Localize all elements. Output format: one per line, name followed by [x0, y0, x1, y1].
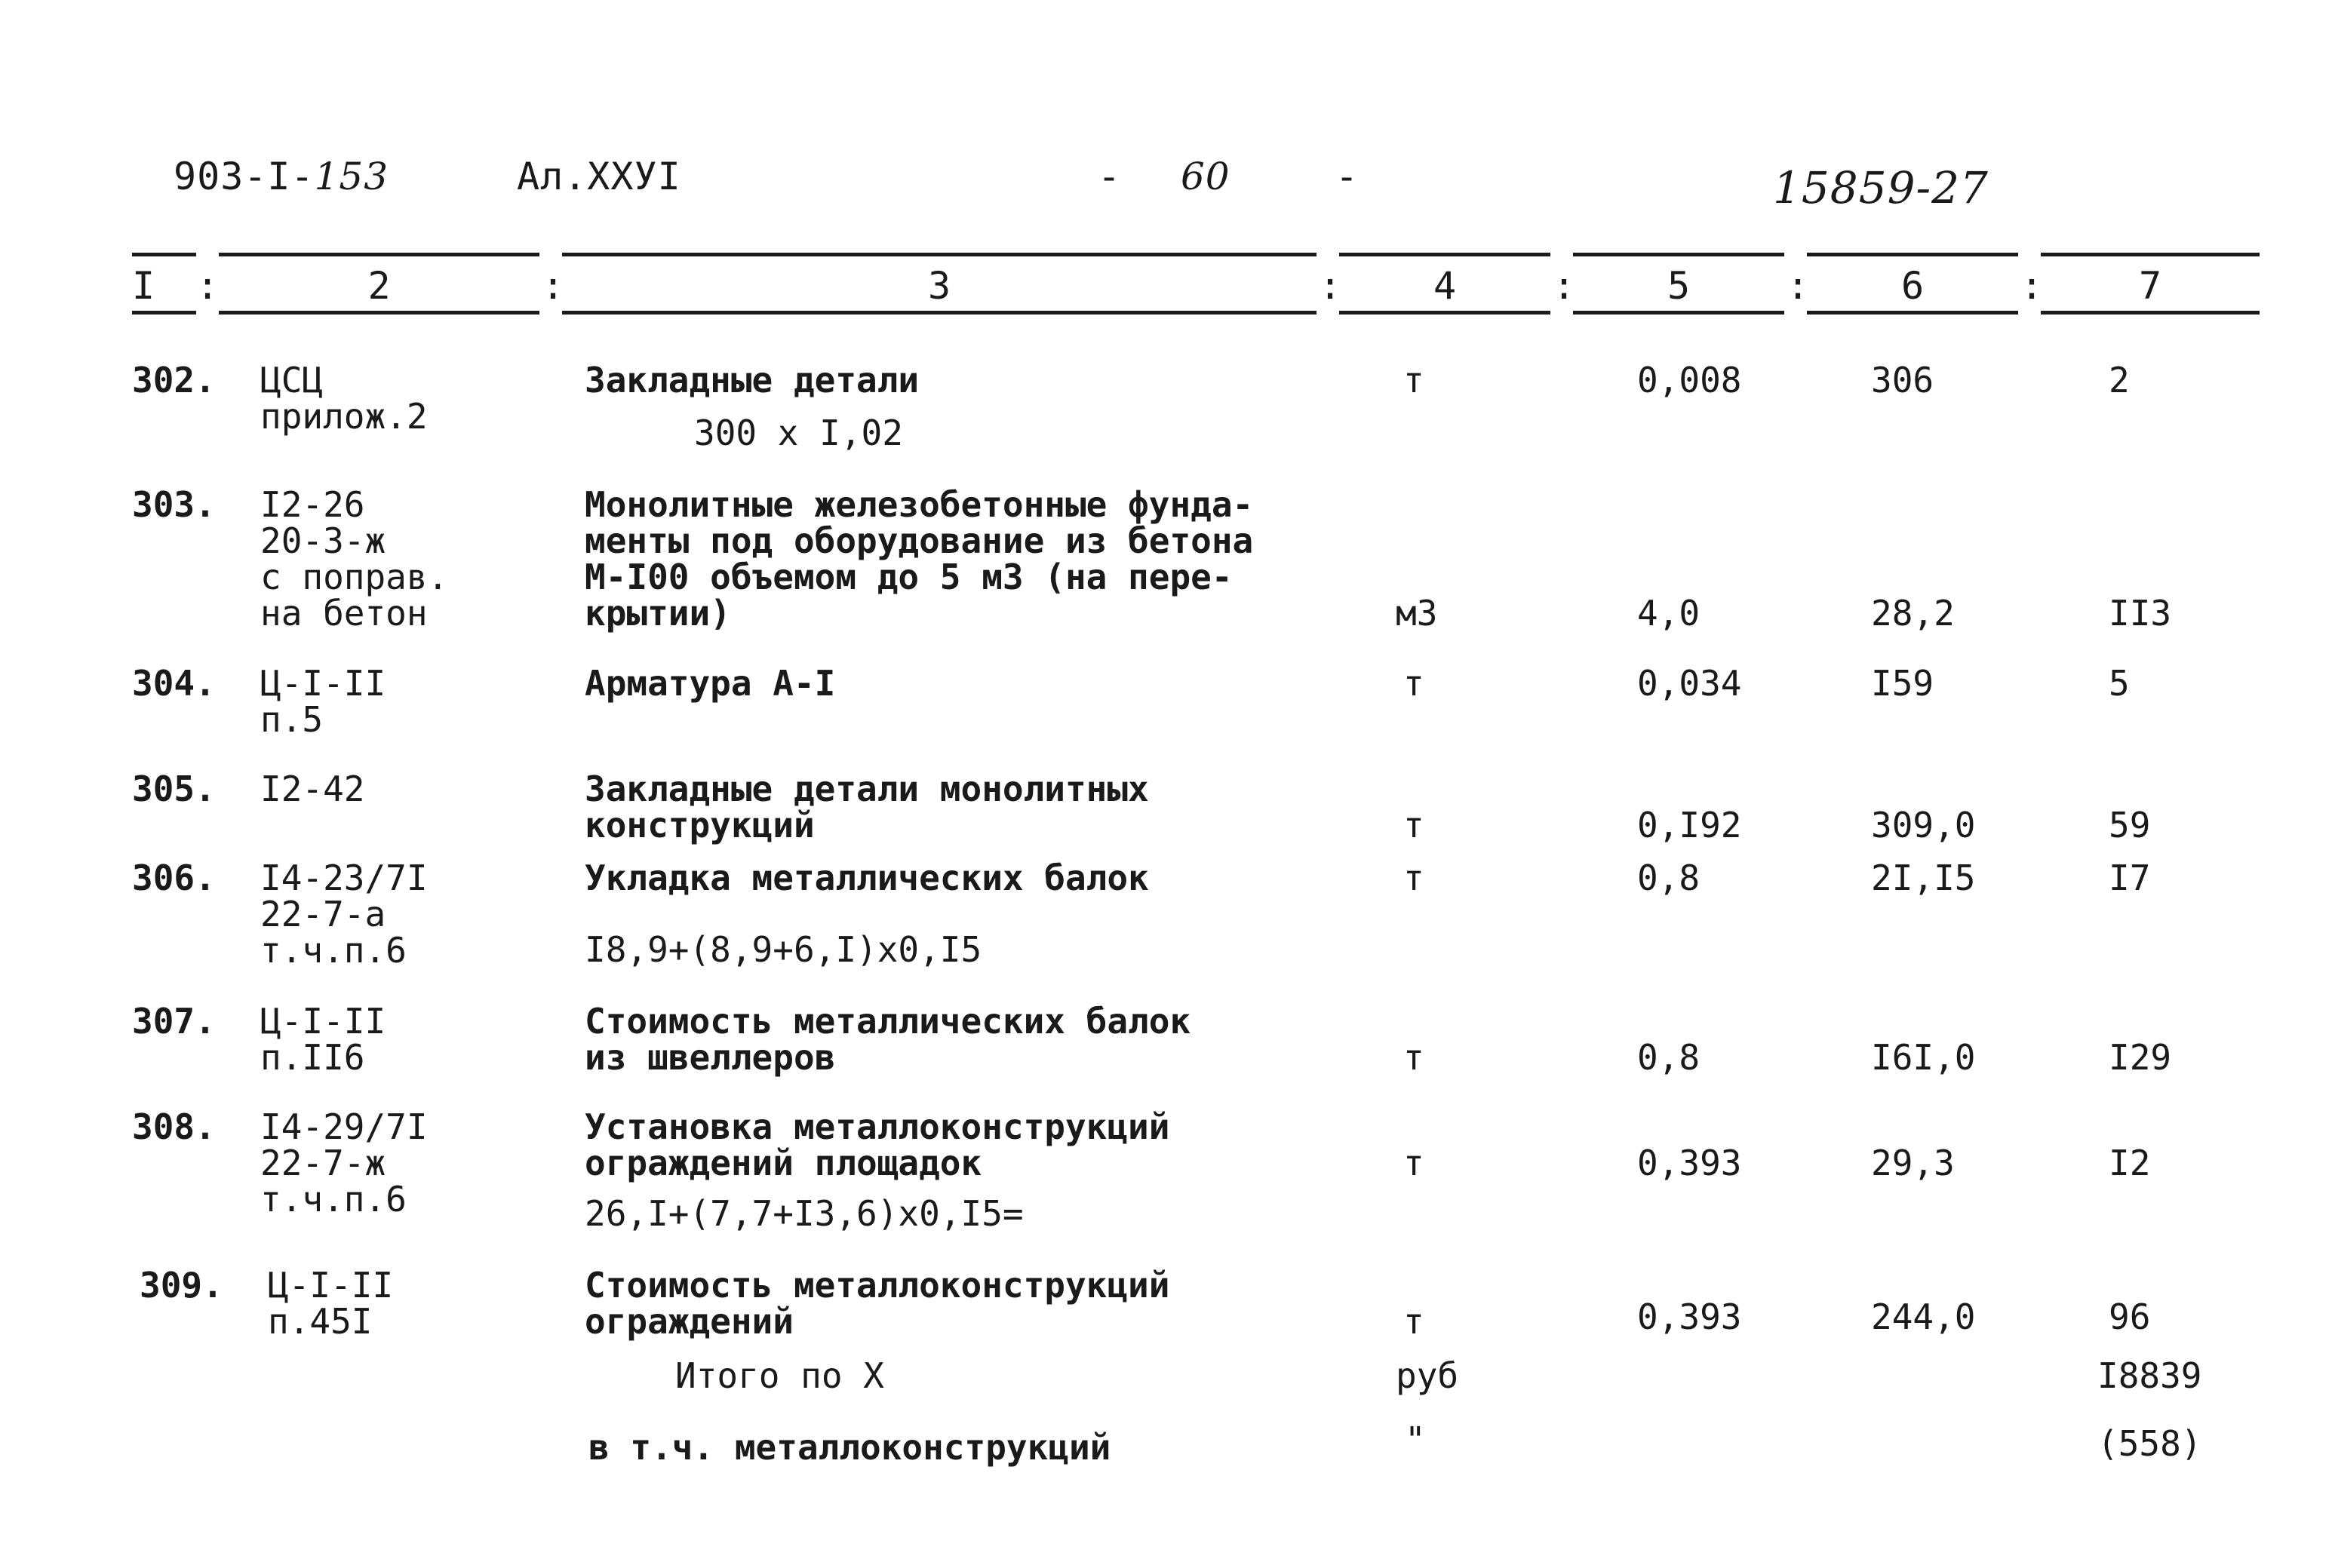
col-header-3: 3 — [927, 264, 951, 308]
row-ref-line: с поправ. — [260, 557, 449, 597]
row-ref-line: I4-23/7I — [260, 858, 428, 898]
col-sep: : — [2020, 264, 2044, 308]
col-header-4: 4 — [1433, 264, 1457, 308]
row-desc-line: ограждений площадок — [585, 1143, 982, 1183]
row-desc-line: менты под оборудование из бетона — [585, 520, 1254, 561]
rule-bottom-col1 — [132, 311, 196, 315]
row-ref-line: I2-26 — [260, 484, 365, 525]
row-price: 28,2 — [1871, 593, 1955, 634]
row-qty: 0,034 — [1637, 663, 1742, 704]
row-total: 5 — [2109, 663, 2130, 704]
page-dash-left: - — [1098, 155, 1122, 198]
row-ref-line: т.ч.п.6 — [260, 1179, 407, 1220]
rule-bottom-col5 — [1573, 311, 1784, 315]
row-ref-line: т.ч.п.6 — [260, 930, 407, 971]
row-qty: 0,393 — [1637, 1296, 1742, 1337]
doc-code — [174, 155, 389, 198]
row-total: I2 — [2109, 1143, 2151, 1183]
row-total: 59 — [2109, 805, 2151, 845]
col-header-1: I — [132, 264, 155, 308]
col-header-5: 5 — [1667, 264, 1691, 308]
row-ref-line: прилож.2 — [260, 396, 428, 437]
col-sep: : — [1787, 264, 1810, 308]
row-ref-line: п.II6 — [260, 1037, 365, 1078]
album-number: Ал.ХХУI — [517, 155, 681, 198]
row-unit: т — [1403, 1037, 1424, 1078]
row-ref-line: 20-3-ж — [260, 520, 386, 561]
row-number: 309. — [140, 1265, 223, 1306]
row-ref-line: п.45I — [268, 1301, 373, 1342]
row-calc: I8,9+(8,9+6,I)х0,I5 — [585, 929, 982, 970]
totals-value: I8839 — [2097, 1355, 2202, 1396]
row-number: 304. — [132, 663, 216, 704]
row-unit: т — [1403, 858, 1424, 898]
row-ref-line: Ц-I-II — [260, 663, 386, 704]
row-unit: т — [1403, 805, 1424, 845]
rule-bottom-col7 — [2041, 311, 2260, 315]
row-qty: 0,8 — [1637, 1037, 1701, 1078]
row-desc-line: крытии) — [585, 593, 731, 634]
row-desc-line: Установка металлоконструкций — [585, 1106, 1170, 1147]
row-qty: 0,I92 — [1637, 805, 1742, 845]
row-price: 309,0 — [1871, 805, 1976, 845]
row-ref-line: 22-7-ж — [260, 1143, 386, 1183]
row-total: 2 — [2109, 360, 2130, 400]
totals-unit: руб — [1396, 1355, 1459, 1396]
row-number: 305. — [132, 769, 216, 809]
row-number: 306. — [132, 858, 216, 898]
rule-bottom-col2 — [219, 311, 539, 315]
row-price: 29,3 — [1871, 1143, 1955, 1183]
row-qty: 0,008 — [1637, 360, 1742, 400]
row-ref-line: п.5 — [260, 699, 324, 740]
col-header-2: 2 — [367, 264, 391, 308]
row-desc-line: Стоимость металлических балок — [585, 1001, 1191, 1042]
row-desc-line: ограждений — [585, 1301, 794, 1342]
row-desc-line: Арматура А-I — [585, 663, 836, 704]
row-number: 303. — [132, 484, 216, 525]
row-unit: т — [1403, 1143, 1424, 1183]
row-ref-line: I4-29/7I — [260, 1106, 428, 1147]
row-total: I7 — [2109, 858, 2151, 898]
row-total: II3 — [2109, 593, 2172, 634]
row-ref-line: Ц-I-II — [268, 1265, 394, 1306]
rule-bottom-col3 — [562, 311, 1317, 315]
row-ref-line: ЦСЦ — [260, 360, 324, 400]
row-total: I29 — [2109, 1037, 2172, 1078]
row-ref-line: на бетон — [260, 593, 428, 634]
doc-code-handwritten: 153 — [314, 155, 389, 198]
row-desc-line: Укладка металлических балок — [585, 858, 1149, 898]
row-desc-line: Стоимость металлоконструкций — [585, 1265, 1170, 1306]
row-total: 96 — [2109, 1296, 2151, 1337]
page-number: 60 — [1181, 155, 1230, 198]
totals-metal-unit: " — [1405, 1419, 1426, 1460]
row-desc-line: М-I00 объемом до 5 м3 (на пере- — [585, 557, 1233, 597]
row-number: 302. — [132, 360, 216, 400]
column-header-row — [0, 249, 2335, 317]
row-desc-line: Закладные детали — [585, 360, 920, 400]
row-desc-line: Закладные детали монолитных — [585, 769, 1149, 809]
col-sep: : — [196, 264, 220, 308]
rule-bottom-col6 — [1807, 311, 2018, 315]
row-ref-line: I2-42 — [260, 769, 365, 809]
col-sep: : — [1553, 264, 1576, 308]
row-qty: 0,393 — [1637, 1143, 1742, 1183]
totals-metal-label: в т.ч. металлоконструкций — [588, 1427, 1111, 1468]
row-calc: 26,I+(7,7+I3,6)х0,I5= — [585, 1193, 1024, 1234]
col-sep: : — [1319, 264, 1342, 308]
totals-label: Итого по Х — [675, 1355, 884, 1396]
row-unit: т — [1403, 663, 1424, 704]
row-calc: 300 х I,02 — [694, 413, 903, 453]
row-desc-line: Монолитные железобетонные фунда- — [585, 484, 1254, 525]
row-price: 306 — [1871, 360, 1934, 400]
row-unit: т — [1403, 1301, 1424, 1342]
row-price: 2I,I5 — [1871, 858, 1976, 898]
row-price: 244,0 — [1871, 1296, 1976, 1337]
row-qty: 4,0 — [1637, 593, 1701, 634]
rule-bottom-col4 — [1339, 311, 1550, 315]
row-number: 307. — [132, 1001, 216, 1042]
row-desc-line: конструкций — [585, 805, 815, 845]
row-qty: 0,8 — [1637, 858, 1701, 898]
row-price: I6I,0 — [1871, 1037, 1976, 1078]
totals-metal-value: (558) — [2097, 1423, 2202, 1464]
row-number: 308. — [132, 1106, 216, 1147]
doc-code-prefix: 903-I- — [174, 155, 315, 198]
row-price: I59 — [1871, 663, 1934, 704]
archive-stamp: 15859-27 — [1773, 162, 1989, 213]
row-unit: т — [1403, 360, 1424, 400]
row-ref-line: 22-7-а — [260, 894, 386, 934]
page-dash-right: - — [1335, 155, 1360, 198]
col-header-7: 7 — [2138, 264, 2162, 308]
row-desc-line: из швеллеров — [585, 1037, 836, 1078]
col-sep: : — [542, 264, 565, 308]
row-unit: м3 — [1396, 593, 1438, 634]
row-ref-line: Ц-I-II — [260, 1001, 386, 1042]
col-header-6: 6 — [1900, 264, 1925, 308]
